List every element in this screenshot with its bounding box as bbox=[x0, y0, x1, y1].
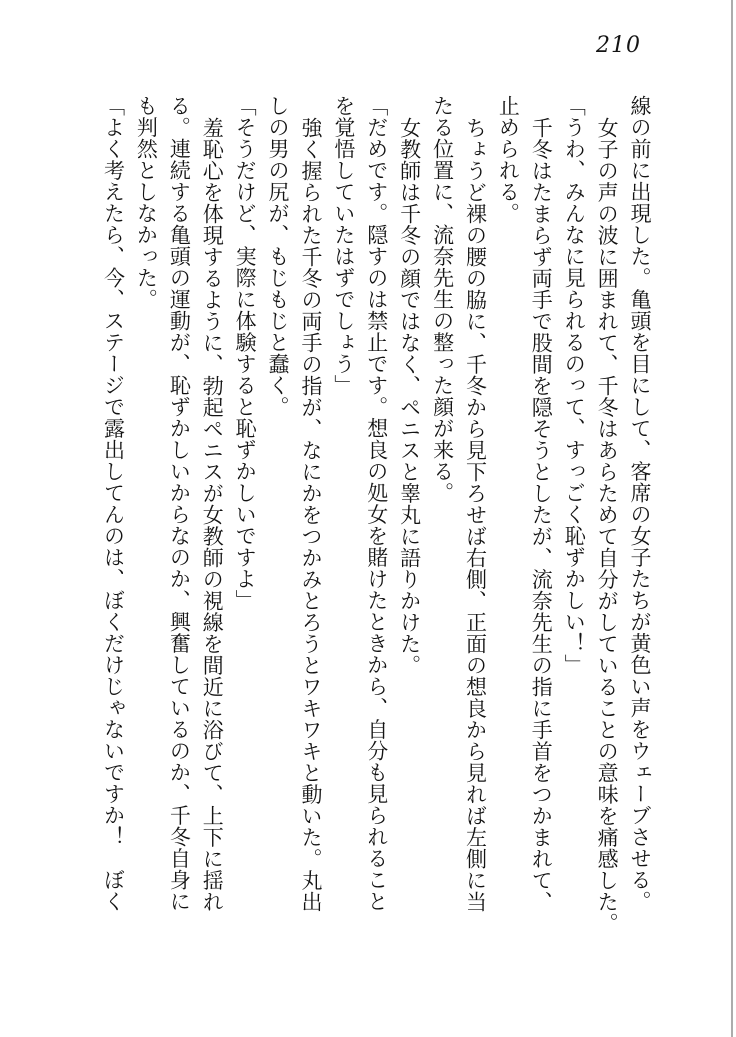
text-column: 「だめです。隠すのは禁止です。想良の処女を賭けたときから、自分も見られること bbox=[364, 95, 389, 912]
page-number: 210 bbox=[596, 33, 641, 58]
text-column: 女教師は千冬の顔ではなく、ペニスと睾丸に語りかけた。 bbox=[397, 116, 422, 676]
text-column: 女子の声の波に囲まれて、千冬はあらためて自分がしていることの意味を痛感した。 bbox=[595, 116, 620, 934]
text-column: しの男の尻が、もじもじと蠢く。 bbox=[266, 95, 291, 418]
text-column: る。連続する亀頭の運動が、恥ずかしいからなのか、興奮しているのか、千冬自身に bbox=[167, 95, 192, 912]
text-column: も判然としなかった。 bbox=[134, 95, 159, 310]
text-column: 強く握られた千冬の両手の指が、なにかをつかみとろうとワキワキと動いた。丸出 bbox=[298, 116, 323, 912]
text-column: たる位置に、流奈先生の整った顔が来る。 bbox=[430, 95, 455, 504]
text-column: 「よく考えたら、今、ステージで露出してんのは、ぼくだけじゃないですか！ ぼく bbox=[101, 95, 126, 912]
text-column: 止められる。 bbox=[496, 95, 521, 224]
text-column: を覚悟していたはずでしょう」 bbox=[331, 95, 356, 396]
text-column: 線の前に出現した。亀頭を目にして、客席の女子たちが黄色い声をウェーブさせる。 bbox=[628, 95, 652, 912]
vertical-text-block bbox=[97, 95, 656, 934]
text-column: 「そうだけど、実際に体験すると恥ずかしいですよ」 bbox=[233, 95, 258, 611]
text-column: ちょうど裸の腰の脇に、千冬から見下ろせば右側、正面の想良から見れば左側に当 bbox=[463, 116, 488, 912]
text-column: 「うわ、みんなに見られるのって、すっごく恥ずかしい！」 bbox=[562, 95, 587, 676]
text-column: 千冬はたまらず両手で股間を隠そうとしたが、流奈先生の指に手首をつかまれて、 bbox=[529, 116, 554, 912]
text-column: 羞恥心を体現するように、勃起ペニスが女教師の視線を間近に浴びて、上下に揺れ bbox=[200, 116, 225, 912]
page-edge-line bbox=[731, 0, 733, 1037]
